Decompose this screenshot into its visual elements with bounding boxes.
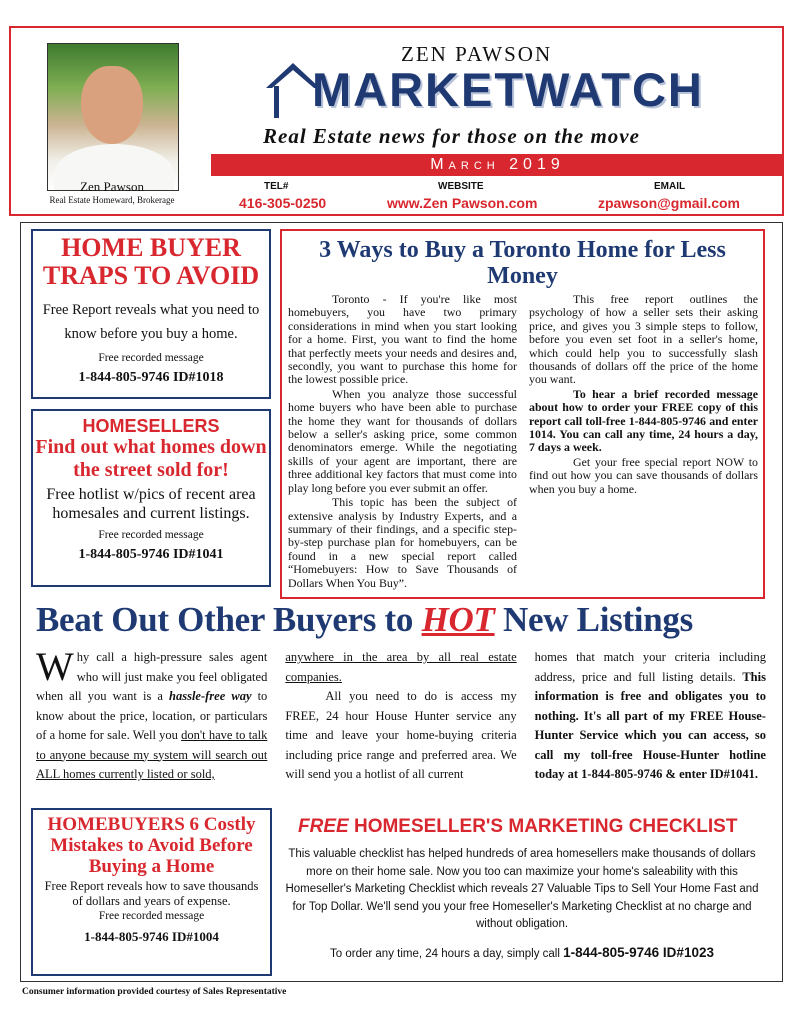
agent-photo — [47, 43, 179, 191]
email-label: EMAIL — [654, 181, 686, 192]
checklist-headline: FREE HOMESELLER'S MARKETING CHECKLIST — [298, 816, 738, 837]
homebuyers-mistakes-box — [31, 808, 272, 976]
box2-phone[interactable]: 1-844-805-9746 ID#1041 — [78, 547, 224, 562]
article-box — [280, 229, 765, 599]
box3-phone[interactable]: 1-844-805-9746 ID#1004 — [84, 929, 219, 944]
agent-name: Zen Pawson — [80, 179, 144, 194]
article-paragraph: This free report outlines the psychology of how a seller sets their asking price, and gives you 3 simple steps to follow, before you even set foot in a seller's home, which could help you to successfully slash thousands of dollars off the price of the home you want. — [529, 292, 758, 387]
listings-headline: Beat Out Other Buyers to HOT New Listings — [36, 600, 693, 639]
listings-body — [36, 644, 766, 785]
box2-kicker: HOMESELLERS — [82, 416, 220, 436]
article-paragraph: This topic has been the subject of extensive analysis by Industry Experts, and a summary of their findings, and a specific step-by-step purchase plan for homebuyers, can be found in a new special report called “Homebuyers: How to Save Thousands of Dollars When You Buy”. — [288, 495, 517, 590]
footer-disclaimer: Consumer information provided courtesy of Sales Representative — [22, 987, 287, 997]
homesellers-box — [31, 409, 271, 587]
brand-name: ZEN PAWSON — [401, 42, 553, 66]
box2-message: Free recorded message — [98, 529, 204, 541]
tel-value[interactable]: 416-305-0250 — [239, 195, 327, 211]
tel-label: TEL# — [264, 181, 289, 192]
issue-date: March 2019 — [211, 154, 784, 176]
checklist-body: This valuable checklist has helped hundreds of area homesellers make thousands of dollars more on their home sale. Now you too can maximize your home's saleability with this Homeseller's Marketing Checklist which reveals 27 Valuable Tips to Sell Your Home Fast and for Top Dollar. We'll send you your free Homeseller's Marketing Checklist at no charge and without obligation. — [285, 848, 759, 930]
article-paragraph: When you analyze those successful home buyers who have been able to purchase the home they want for thousands of dollars below a seller's asking price, some common denominators emerge. While the negotiating skills of your agent are important, there are three additional key factors that must come into play long before you ever submit an offer. — [288, 386, 517, 495]
listings-column-1: Why call a high-pressure sales agent who will just make you feel obligated when all you want is a hassle-free way to know about the price, location, or particulars of a home for sale. Well you don't have to talk to anyone because my system will search out ALL homes currently listed or sold, — [36, 644, 268, 781]
hot-word: HOT — [421, 600, 495, 639]
tagline: Real Estate news for those on the move — [263, 124, 640, 148]
website-link[interactable]: www.Zen Pawson.com — [387, 195, 538, 211]
box1-phone[interactable]: 1-844-805-9746 ID#1018 — [78, 370, 224, 385]
box3-headline: HOMEBUYERS 6 Costly Mistakes to Avoid Before Buying a Home — [47, 814, 256, 877]
listings-column-3: homes that match your criteria including address, price and full listing details. This information is free and obligates you to nothing. It's all part of my FREE House-Hunter Service which you can access, so call my toll-free House-Hunter hotline today at 1-844-805-9746 & enter ID#1041. — [534, 650, 766, 781]
email-link[interactable]: zpawson@gmail.com — [598, 195, 741, 211]
home-buyer-traps-box — [31, 229, 271, 399]
agent-brokerage: Real Estate Homeward, Brokerage — [49, 195, 175, 205]
box1-description: Free Report reveals what you need to know before you buy a home. — [42, 302, 260, 342]
box1-message: Free recorded message — [98, 352, 204, 364]
article-call-to-action: To hear a brief recorded message about how to order your FREE copy of this report call toll-free 1-844-805-9746 and enter 1014. You can call any time, 24 hours a day, 7 days a week. — [529, 386, 758, 455]
article-headline: 3 Ways to Buy a Toronto Home for Less Money — [319, 237, 726, 289]
article-paragraph: Get your free special report NOW to find out how you can save thousands of dollars when you buy a home. — [529, 454, 758, 496]
article-column-1 — [288, 293, 517, 591]
website-label: WEBSITE — [438, 181, 484, 192]
box3-message: Free recorded message — [98, 910, 205, 922]
checklist-phone[interactable]: 1-844-805-9746 ID#1023 — [563, 945, 714, 960]
drop-cap: W — [36, 644, 74, 689]
article-paragraph: Toronto - If you're like most homebuyers, you have two primary considerations in mind when you start looking for a home. First, you want to find the home that perfectly meets your needs and desires and, secondly, you want to purchase this home for the lowest possible price. — [288, 292, 517, 387]
box3-description: Free Report reveals how to save thousands of dollars and years of expense. — [44, 879, 259, 908]
marketwatch-logo — [262, 60, 732, 122]
checklist-order: To order any time, 24 hours a day, simply call 1-844-805-9746 ID#1023 — [330, 945, 714, 960]
box1-headline: HOME BUYER TRAPS TO AVOID — [42, 233, 260, 290]
masthead — [9, 26, 784, 216]
box2-headline: Find out what homes down the street sold for! — [35, 436, 267, 481]
listings-column-2: anywhere in the area by all real estate companies. All you need to do is access my FREE, 24 hour House Hunter service any time and leave your home-buying criteria including price range and preferred area. We will send you a hotlist of all current — [285, 650, 517, 781]
box2-description: Free hotlist w/pics of recent area homesales and current listings. — [46, 486, 256, 522]
logo-wordmark: MARKETWATCH — [312, 63, 704, 116]
article-column-2 — [529, 293, 758, 591]
